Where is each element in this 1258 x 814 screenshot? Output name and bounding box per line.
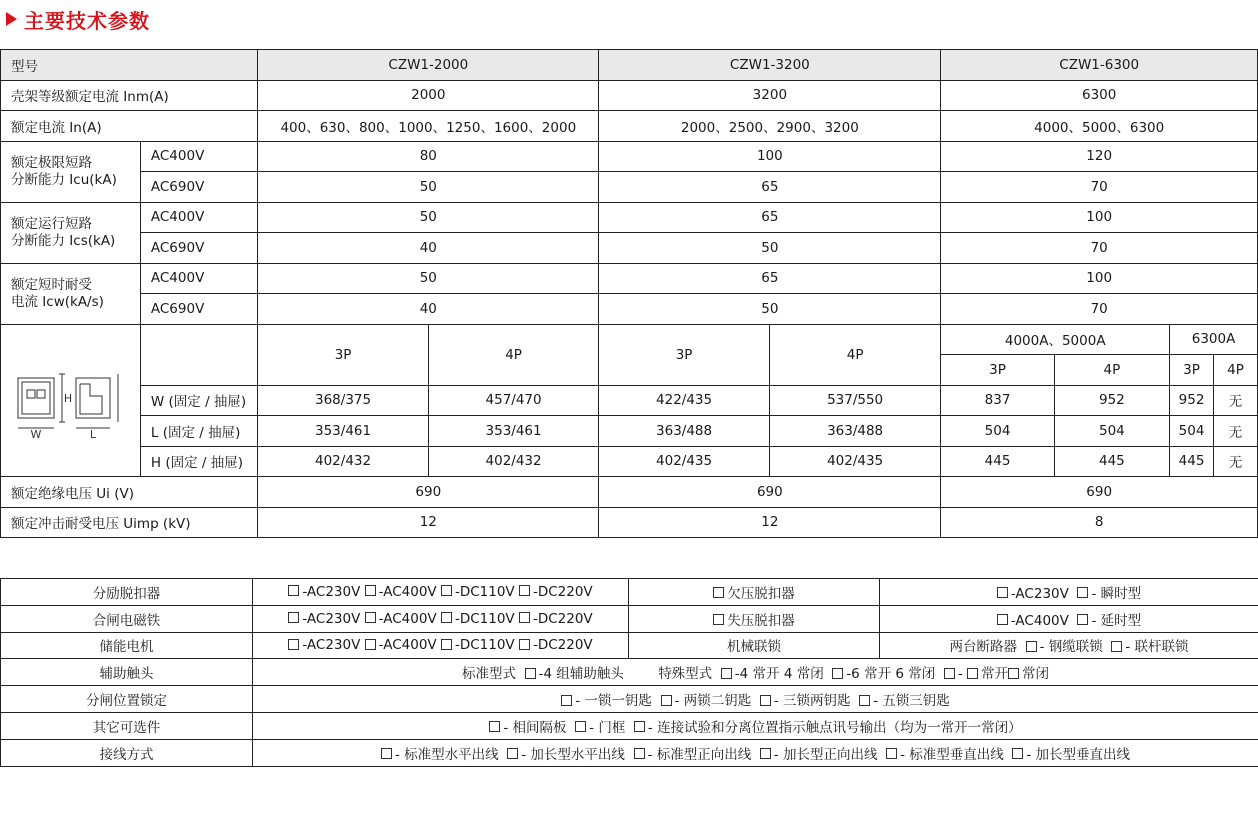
table-cell: 537/550 (769, 385, 941, 416)
undervoltage-release: 欠压脱扣器 (629, 579, 880, 606)
table-cell: 690 (258, 477, 599, 508)
checkbox[interactable] (575, 721, 586, 732)
table-row (1, 507, 1258, 538)
table-cell: 457/470 (428, 385, 599, 416)
checkbox[interactable] (381, 748, 392, 759)
table-cell: 690 (599, 477, 941, 508)
table-row (1, 172, 1258, 203)
table-cell: 402/432 (258, 446, 429, 477)
checkbox[interactable] (721, 668, 732, 679)
table-row (1, 659, 1258, 686)
table-row (1, 111, 1258, 142)
undervoltage-choices: -AC230V - 瞬时型 (880, 579, 1258, 606)
row-label: 额定冲击耐受电压 Uimp (kV) (1, 507, 258, 538)
wiring-choices: - 标准型水平出线 - 加长型水平出线 - 标准型正向出线 - 加长型正向出线 - 标准型垂直出线 - 加长型垂直出线 (253, 739, 1258, 766)
icu-label: 额定极限短路 分断能力 Icu(kA) (1, 141, 141, 202)
table-cell: 3200 (599, 80, 941, 111)
table-row (1, 80, 1258, 111)
checkbox[interactable] (288, 639, 299, 650)
pole-header: 3P (258, 324, 429, 385)
spec-table (0, 49, 1258, 538)
table-cell: 2000 (258, 80, 599, 111)
table-cell: 402/435 (769, 446, 941, 477)
table-cell: 952 (1054, 385, 1169, 416)
checkbox[interactable] (489, 721, 500, 732)
table-row (1, 202, 1258, 233)
checkbox[interactable] (365, 639, 376, 650)
checkbox[interactable] (886, 748, 897, 759)
checkbox[interactable] (519, 585, 530, 596)
table-cell: 353/461 (258, 416, 429, 447)
table-cell: 无 (1213, 446, 1257, 477)
table-cell: 402/432 (428, 446, 599, 477)
checkbox[interactable] (859, 695, 870, 706)
row-label: 壳架等级额定电流 Inm(A) (1, 80, 258, 111)
checkbox[interactable] (519, 639, 530, 650)
checkbox[interactable] (288, 612, 299, 623)
checkbox[interactable] (519, 612, 530, 623)
table-cell: 504 (1054, 416, 1169, 447)
table-cell: 50 (599, 233, 941, 264)
breaker-dimension-diagram (1, 324, 141, 477)
table-cell: 368/375 (258, 385, 429, 416)
dim-label: L (固定 / 抽屉) (140, 416, 257, 447)
table-cell: 6300 (941, 80, 1258, 111)
table-row (1, 263, 1258, 294)
checkbox[interactable] (944, 668, 955, 679)
table-cell: 50 (258, 202, 599, 233)
table-cell: 40 (258, 233, 599, 264)
checkbox[interactable] (634, 748, 645, 759)
table-cell: 40 (258, 294, 599, 325)
table-row (1, 416, 1258, 447)
pole-header: 3P (599, 324, 770, 385)
model-2000: CZW1-2000 (258, 50, 599, 81)
table-row (1, 477, 1258, 508)
other-options-label: 其它可选件 (1, 712, 253, 739)
section-title: 主要技术参数 (24, 8, 150, 33)
pole-header: 4P (769, 324, 941, 385)
model-3200: CZW1-3200 (599, 50, 941, 81)
dim-label: H (固定 / 抽屉) (140, 446, 257, 477)
pole-header: 4P (1213, 355, 1257, 386)
checkbox[interactable] (1026, 641, 1037, 652)
table-cell: 445 (1054, 446, 1169, 477)
table-cell: 65 (599, 202, 941, 233)
open-lock-label: 分闸位置锁定 (1, 686, 253, 713)
table-row (1, 324, 1258, 355)
table-row (1, 446, 1258, 477)
table-cell: 402/435 (599, 446, 770, 477)
table-row (1, 50, 1258, 81)
interlock-choices: 两台断路器 - 钢缆联锁 - 联杆联锁 (880, 632, 1258, 659)
table-cell: 65 (599, 263, 941, 294)
table-cell: 70 (941, 294, 1258, 325)
diagram-l-label: L (90, 428, 97, 441)
table-cell: 952 (1170, 385, 1214, 416)
table-row (1, 605, 1258, 632)
checkbox[interactable] (288, 585, 299, 596)
aux-contact-choices: 标准型式 -4 组辅助触头 特殊型式 -4 常开 4 常闭 -6 常开 6 常闭 - 常开 常闭 (253, 659, 1258, 686)
no-voltage-choices: -AC400V - 延时型 (880, 605, 1258, 632)
table-row (1, 385, 1258, 416)
table-cell: 2000、2500、2900、3200 (599, 111, 941, 142)
group-header: 4000A、5000A (941, 324, 1170, 355)
table-row (1, 294, 1258, 325)
closing-magnet-label: 合闸电磁铁 (1, 605, 253, 632)
table-row (1, 632, 1258, 659)
table-row (1, 712, 1258, 739)
shunt-release-choices: -AC230V -AC400V -DC110V -DC220V (253, 579, 629, 606)
table-cell: 无 (1213, 385, 1257, 416)
checkbox[interactable] (441, 639, 452, 650)
table-row (1, 141, 1258, 172)
table-cell: 12 (599, 507, 941, 538)
checkbox[interactable] (507, 748, 518, 759)
table-cell: 363/488 (599, 416, 770, 447)
options-table (0, 578, 1258, 767)
voltage-label: AC690V (140, 233, 257, 264)
ics-label: 额定运行短路 分断能力 Ics(kA) (1, 202, 141, 263)
table-cell: 504 (1170, 416, 1214, 447)
table-row (1, 233, 1258, 264)
checkbox[interactable] (561, 695, 572, 706)
checkbox[interactable] (997, 587, 1008, 598)
table-cell: 4000、5000、6300 (941, 111, 1258, 142)
dim-label: W (固定 / 抽屉) (140, 385, 257, 416)
checkbox[interactable] (441, 585, 452, 596)
diagram-h-label: H (64, 392, 73, 406)
checkbox[interactable] (1012, 748, 1023, 759)
table-cell: 690 (941, 477, 1258, 508)
table-cell: 100 (941, 202, 1258, 233)
table-cell: 无 (1213, 416, 1257, 447)
checkbox[interactable] (832, 668, 843, 679)
checkbox[interactable] (1111, 641, 1122, 652)
breaker-outline-icon (6, 360, 134, 440)
model-6300: CZW1-6300 (941, 50, 1258, 81)
table-cell: 100 (599, 141, 941, 172)
table-cell: 422/435 (599, 385, 770, 416)
voltage-label: AC400V (140, 141, 257, 172)
table-row (1, 739, 1258, 766)
triangle-bullet-icon (6, 12, 17, 26)
voltage-label: AC400V (140, 202, 257, 233)
checkbox[interactable] (760, 695, 771, 706)
checkbox[interactable] (967, 668, 978, 679)
table-cell: 837 (941, 385, 1054, 416)
checkbox[interactable] (525, 668, 536, 679)
no-voltage-release: 失压脱扣器 (629, 605, 880, 632)
pole-header: 4P (428, 324, 599, 385)
table-cell: 50 (599, 294, 941, 325)
aux-contact-label: 辅助触头 (1, 659, 253, 686)
table-cell: 445 (1170, 446, 1214, 477)
checkbox[interactable] (365, 612, 376, 623)
table-row (1, 686, 1258, 713)
other-options-choices: - 相间隔板 - 门框 - 连接试验和分离位置指示触点讯号输出（均为一常开一常闭） (253, 712, 1258, 739)
motor-choices: -AC230V -AC400V -DC110V -DC220V (253, 632, 629, 659)
open-lock-choices: - 一锁一钥匙 - 两锁二钥匙 - 三锁两钥匙 - 五锁三钥匙 (253, 686, 1258, 713)
checkbox[interactable] (997, 614, 1008, 625)
table-cell: 363/488 (769, 416, 941, 447)
table-cell: 120 (941, 141, 1258, 172)
table-cell: 400、630、800、1000、1250、1600、2000 (258, 111, 599, 142)
pole-header: 3P (1170, 355, 1214, 386)
model-label: 型号 (1, 50, 141, 81)
checkbox[interactable] (441, 612, 452, 623)
voltage-label: AC400V (140, 263, 257, 294)
table-cell: 8 (941, 507, 1258, 538)
checkbox[interactable] (1077, 587, 1088, 598)
checkbox[interactable] (1008, 668, 1019, 679)
motor-label: 储能电机 (1, 632, 253, 659)
table-cell: 50 (258, 263, 599, 294)
row-label: 额定电流 In(A) (1, 111, 258, 142)
table-cell: 70 (941, 172, 1258, 203)
checkbox[interactable] (661, 695, 672, 706)
wiring-label: 接线方式 (1, 739, 253, 766)
checkbox[interactable] (1077, 614, 1088, 625)
diagram-w-label: W (30, 428, 42, 441)
table-cell: 445 (941, 446, 1054, 477)
checkbox[interactable] (760, 748, 771, 759)
group-header: 6300A (1170, 324, 1258, 355)
table-cell: 80 (258, 141, 599, 172)
table-cell: 70 (941, 233, 1258, 264)
checkbox[interactable] (713, 614, 724, 625)
mechanical-interlock: 机械联锁 (629, 632, 880, 659)
table-row (1, 579, 1258, 606)
pole-header: 4P (1054, 355, 1169, 386)
icw-label: 额定短时耐受 电流 Icw(kA/s) (1, 263, 141, 324)
table-cell: 65 (599, 172, 941, 203)
voltage-label: AC690V (140, 172, 257, 203)
table-cell: 353/461 (428, 416, 599, 447)
table-cell: 50 (258, 172, 599, 203)
table-cell: 12 (258, 507, 599, 538)
closing-magnet-choices: -AC230V -AC400V -DC110V -DC220V (253, 605, 629, 632)
table-cell: 100 (941, 263, 1258, 294)
shunt-release-label: 分励脱扣器 (1, 579, 253, 606)
checkbox[interactable] (713, 587, 724, 598)
row-label: 额定绝缘电压 Ui (V) (1, 477, 258, 508)
pole-header: 3P (941, 355, 1054, 386)
checkbox[interactable] (634, 721, 645, 732)
table-cell: 504 (941, 416, 1054, 447)
section-header (6, 4, 150, 34)
voltage-label: AC690V (140, 294, 257, 325)
checkbox[interactable] (365, 585, 376, 596)
